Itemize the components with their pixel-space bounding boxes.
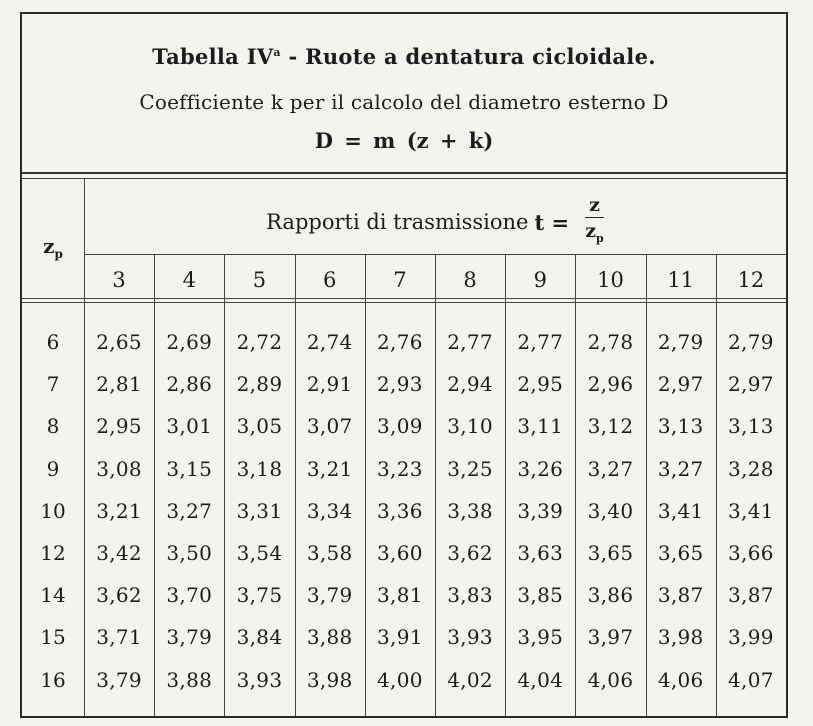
- table-cell: 3,07: [306, 414, 353, 439]
- table-cell: 3,11: [517, 414, 564, 439]
- table-cell: 3,12: [587, 414, 634, 439]
- row-label: 8: [46, 414, 60, 439]
- table-cell: 3,41: [728, 498, 774, 523]
- table-cell: 3,13: [657, 414, 704, 439]
- table-cell: 4,04: [517, 667, 564, 692]
- table-cell: 4,07: [728, 667, 774, 692]
- table-cell: 4,02: [447, 667, 493, 692]
- table-cell: 3,09: [377, 414, 423, 439]
- table-cell: 3,93: [236, 667, 283, 692]
- table-title: Tabella $IV^a$ - Ruote a dentatura cicloidale.: [152, 44, 656, 69]
- table-cell: 2,95: [517, 372, 564, 397]
- table-cell: 3,15: [166, 456, 213, 481]
- table-cell: 3,27: [657, 456, 704, 481]
- table-cell: 3,62: [96, 583, 142, 608]
- row-label: 6: [46, 330, 60, 354]
- group-header: [84, 192, 786, 252]
- table-cell: 3,75: [236, 583, 283, 608]
- table-cell: 3,95: [517, 625, 564, 650]
- table-cell: 3,86: [587, 583, 634, 608]
- table-cell: 3,25: [447, 456, 493, 481]
- table-cell: 3,66: [728, 541, 774, 565]
- table-cell: 3,05: [236, 414, 283, 439]
- row-label: 16: [40, 667, 66, 692]
- table-cell: 3,01: [166, 414, 213, 439]
- table-cell: 3,87: [728, 583, 774, 608]
- table-cell: 3,88: [306, 625, 353, 650]
- table-cell: 3,71: [96, 625, 142, 650]
- table-cell: 2,81: [96, 372, 142, 397]
- column-header: 6: [323, 268, 337, 292]
- table-cell: 3,84: [236, 625, 283, 650]
- table-cell: 2,97: [728, 372, 774, 397]
- row-label: 10: [40, 498, 66, 523]
- table-cell: 3,39: [517, 498, 564, 523]
- formula: D = m (z + k): [314, 128, 494, 153]
- table-cell: 2,91: [306, 372, 353, 397]
- table-cell: 2,74: [306, 330, 353, 354]
- table-cell: 2,77: [517, 330, 564, 354]
- row-label: 9: [46, 456, 60, 481]
- table-cell: 3,27: [587, 456, 634, 481]
- table-cell: 3,98: [657, 625, 704, 650]
- table-cell: 3,87: [657, 583, 704, 608]
- table-cell: 3,79: [96, 667, 142, 692]
- table-cell: 3,79: [166, 625, 213, 650]
- table-cell: 3,27: [166, 498, 213, 523]
- table-cell: 3,91: [377, 625, 423, 650]
- table-cell: 3,42: [96, 541, 142, 565]
- table-cell: 2,96: [587, 372, 634, 397]
- table-cell: 3,83: [447, 583, 493, 608]
- table-frame: [20, 12, 788, 718]
- table-cell: 3,38: [447, 498, 493, 523]
- row-label: 15: [40, 625, 66, 650]
- table-cell: 3,10: [447, 414, 493, 439]
- divider: [22, 302, 786, 303]
- column-header: 10: [597, 268, 624, 292]
- table-cell: 2,97: [657, 372, 704, 397]
- row-label: 7: [46, 372, 60, 397]
- table-cell: 3,81: [377, 583, 423, 608]
- table-cell: 3,70: [166, 583, 213, 608]
- table-cell: 2,93: [377, 372, 423, 397]
- table-cell: 3,21: [96, 498, 142, 523]
- table-cell: 3,23: [377, 456, 423, 481]
- table-cell: 2,72: [236, 330, 283, 354]
- table-cell: 3,97: [587, 625, 634, 650]
- row-label: 12: [40, 541, 66, 565]
- fraction-numerator: z: [585, 193, 604, 218]
- table-cell: 3,28: [728, 456, 774, 481]
- table-cell: 2,79: [728, 330, 774, 354]
- row-header-zp: $z_p$: [43, 234, 63, 261]
- table-cell: 2,86: [166, 372, 213, 397]
- table-cell: 3,26: [517, 456, 564, 481]
- table-cell: 2,78: [587, 330, 634, 354]
- table-cell: 4,06: [587, 667, 634, 692]
- table-cell: 3,65: [657, 541, 704, 565]
- table-subtitle: Coefficiente k per il calcolo del diametro esterno D: [139, 90, 669, 114]
- column-header: 3: [112, 268, 126, 292]
- table-cell: 3,65: [587, 541, 634, 565]
- table-cell: 3,79: [306, 583, 353, 608]
- table-cell: 3,21: [306, 456, 353, 481]
- column-header: 8: [463, 268, 477, 292]
- table-cell: 2,94: [447, 372, 493, 397]
- divider: [22, 178, 786, 179]
- table-cell: 4,00: [377, 667, 423, 692]
- table-cell: 3,08: [96, 456, 142, 481]
- group-header-symbol: t =: [534, 209, 570, 235]
- column-header: 12: [737, 268, 765, 292]
- table-cell: 2,65: [96, 330, 142, 354]
- table-cell: 3,31: [236, 498, 283, 523]
- table-cell: 4,06: [657, 667, 704, 692]
- column-header: 11: [667, 268, 695, 292]
- table-cell: 3,85: [517, 583, 564, 608]
- fraction-denominator: $z_p$: [585, 219, 604, 245]
- table-cell: 3,98: [306, 667, 353, 692]
- fraction: [585, 193, 604, 252]
- table-cell: 3,88: [166, 667, 213, 692]
- table-cell: 3,50: [166, 541, 213, 565]
- table-cell: 3,13: [728, 414, 774, 439]
- row-label: 14: [40, 583, 66, 608]
- table-cell: 2,89: [236, 372, 283, 397]
- table-cell: 3,93: [447, 625, 493, 650]
- table-cell: 3,41: [657, 498, 704, 523]
- column-header: 5: [252, 268, 267, 292]
- table-cell: 3,58: [306, 541, 353, 565]
- group-header-label: Rapporti di trasmissione: [266, 210, 529, 234]
- column-header: 4: [182, 268, 196, 292]
- table-cell: 2,69: [166, 330, 213, 354]
- table-cell: 3,63: [517, 541, 564, 565]
- divider: [22, 172, 786, 174]
- column-header: 9: [533, 268, 547, 292]
- table-cell: 2,79: [657, 330, 704, 354]
- table-cell: 2,77: [447, 330, 493, 354]
- table-cell: 2,76: [377, 330, 423, 354]
- table-cell: 3,60: [377, 541, 423, 565]
- table-cell: 3,54: [236, 541, 283, 565]
- table-cell: 2,95: [96, 414, 142, 439]
- table-cell: 3,99: [728, 625, 774, 650]
- column-header: 7: [393, 268, 407, 292]
- table-cell: 3,40: [587, 498, 634, 523]
- table-cell: 3,34: [306, 498, 353, 523]
- table-cell: 3,18: [236, 456, 283, 481]
- table-cell: 3,62: [447, 541, 493, 565]
- table-cell: 3,36: [377, 498, 423, 523]
